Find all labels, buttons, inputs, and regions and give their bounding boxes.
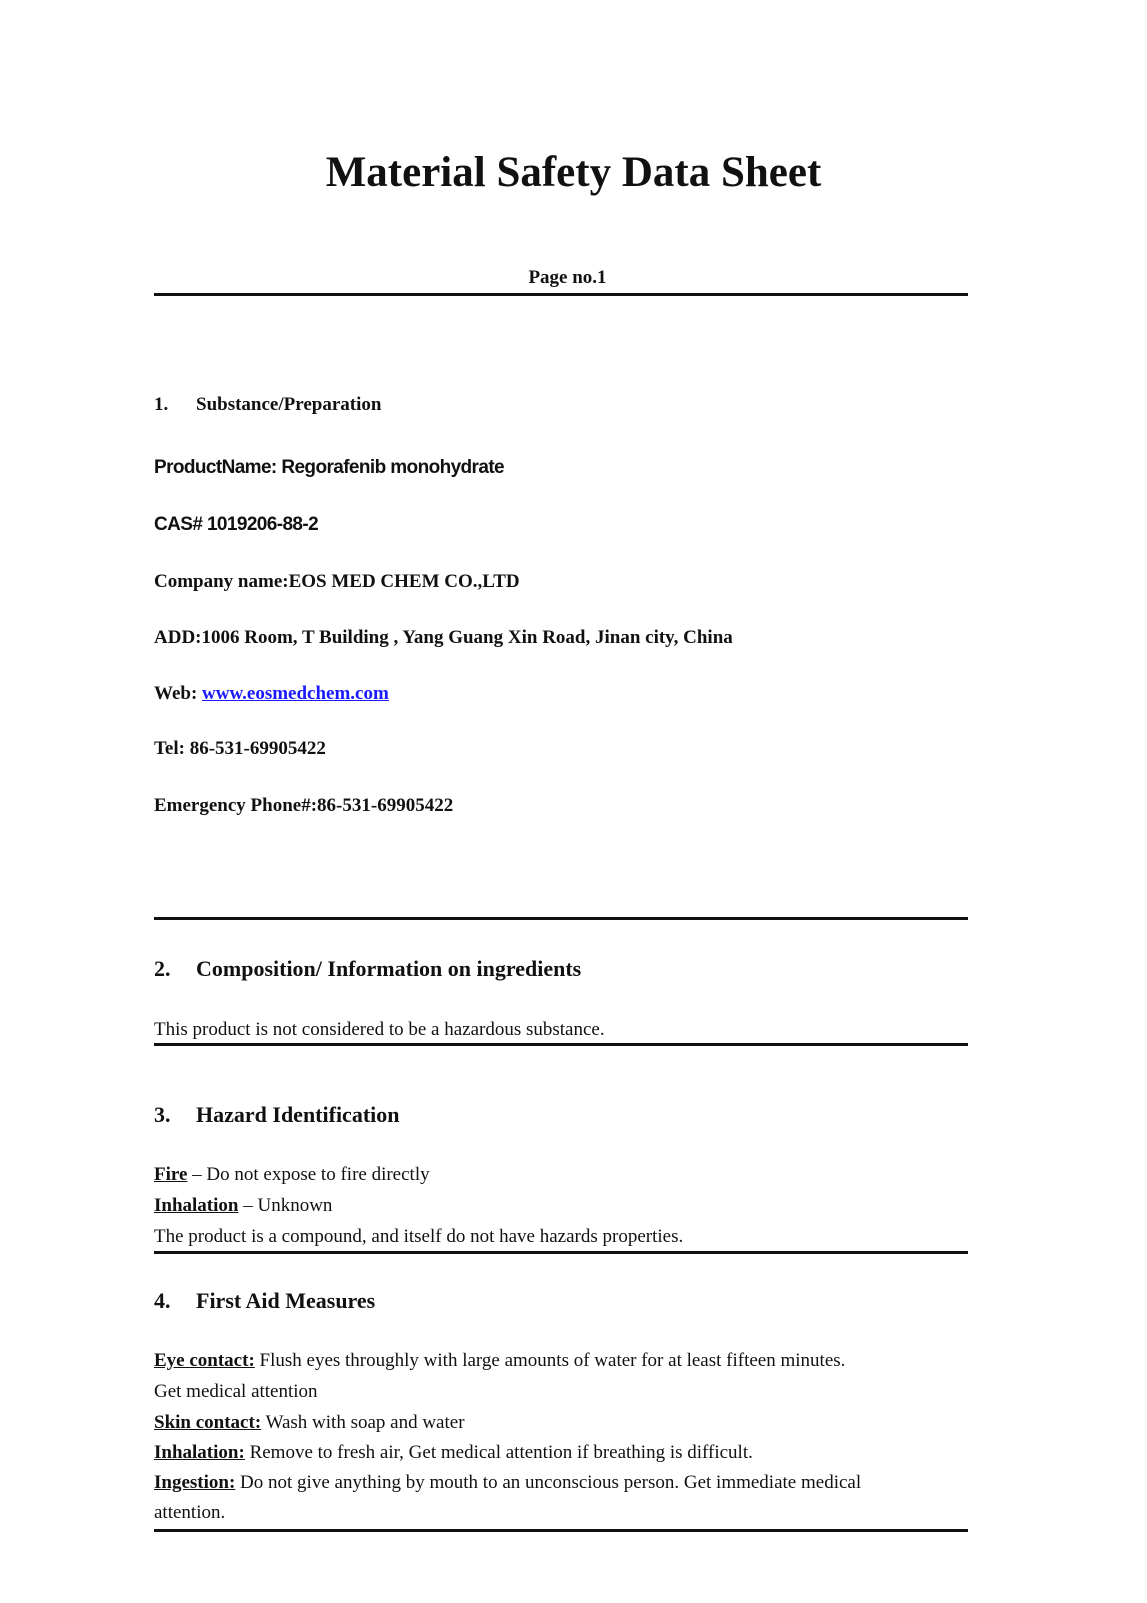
- hazard-fire: [154, 1163, 430, 1187]
- document-title: Material Safety Data Sheet: [325, 149, 822, 196]
- section-3-heading: [154, 1101, 400, 1129]
- section-1-number: 1.: [154, 394, 169, 415]
- divider-header: [154, 293, 968, 296]
- emergency-phone: Emergency Phone#:86-531-69905422: [154, 795, 454, 816]
- fire-label: Fire: [154, 1164, 188, 1185]
- skin-contact-text: Wash with soap and water: [261, 1412, 465, 1433]
- first-aid-inhalation: [154, 1441, 753, 1465]
- hazard-inhalation: [154, 1194, 332, 1218]
- hazard-note: The product is a compound, and itself do not have hazards properties.: [154, 1226, 684, 1247]
- first-aid-ingestion-continued: attention.: [154, 1502, 226, 1523]
- divider-section-1: [154, 917, 968, 920]
- hazard-inhalation-text: – Unknown: [238, 1195, 333, 1216]
- section-4-heading: [154, 1287, 375, 1315]
- first-aid-inhalation-label: Inhalation:: [154, 1442, 245, 1463]
- product-name-line: [154, 456, 504, 480]
- section-3-number: 3.: [154, 1102, 171, 1127]
- web-line: [154, 682, 389, 706]
- section-2-number: 2.: [154, 956, 171, 981]
- fire-text: – Do not expose to fire directly: [187, 1164, 430, 1185]
- section-3-title: Hazard Identification: [196, 1102, 400, 1127]
- section-2-heading: [154, 955, 581, 983]
- divider-section-3: [154, 1251, 968, 1254]
- product-name-label: ProductName:: [154, 457, 282, 478]
- cas-number: CAS# 1019206-88-2: [154, 514, 319, 535]
- first-aid-eye-continued: Get medical attention: [154, 1381, 318, 1402]
- section-1-title: Substance/Preparation: [196, 394, 382, 415]
- telephone: Tel: 86-531-69905422: [154, 738, 326, 759]
- ingestion-label: Ingestion:: [154, 1472, 236, 1493]
- website-link[interactable]: www.eosmedchem.com: [202, 683, 389, 704]
- company-name: Company name:EOS MED CHEM CO.,LTD: [154, 571, 520, 592]
- divider-section-2: [154, 1043, 968, 1046]
- product-name-value: Regorafenib monohydrate: [281, 457, 505, 478]
- first-aid-ingestion: [154, 1471, 861, 1495]
- first-aid-inhalation-text: Remove to fresh air, Get medical attention if breathing is difficult.: [244, 1442, 753, 1463]
- section-2-title: Composition/ Information on ingredients: [196, 956, 582, 981]
- eye-contact-label: Eye contact:: [154, 1350, 255, 1371]
- ingestion-text: Do not give anything by mouth to an unconscious person. Get immediate medical: [235, 1472, 862, 1493]
- divider-section-4: [154, 1529, 968, 1532]
- company-address: ADD:1006 Room, T Building , Yang Guang Xin Road, Jinan city, China: [154, 627, 733, 648]
- skin-contact-label: Skin contact:: [154, 1412, 262, 1433]
- section-4-title: First Aid Measures: [196, 1288, 376, 1313]
- section-4-number: 4.: [154, 1288, 171, 1313]
- hazard-inhalation-label: Inhalation: [154, 1195, 239, 1216]
- first-aid-skin: [154, 1411, 465, 1435]
- web-label: Web:: [154, 683, 203, 704]
- eye-contact-text: Flush eyes throughly with large amounts of water for at least fifteen minutes.: [254, 1350, 846, 1371]
- first-aid-eye: [154, 1349, 845, 1373]
- composition-text: This product is not considered to be a hazardous substance.: [154, 1019, 605, 1040]
- page-number: Page no.1: [528, 267, 607, 288]
- section-1-heading: [154, 393, 381, 417]
